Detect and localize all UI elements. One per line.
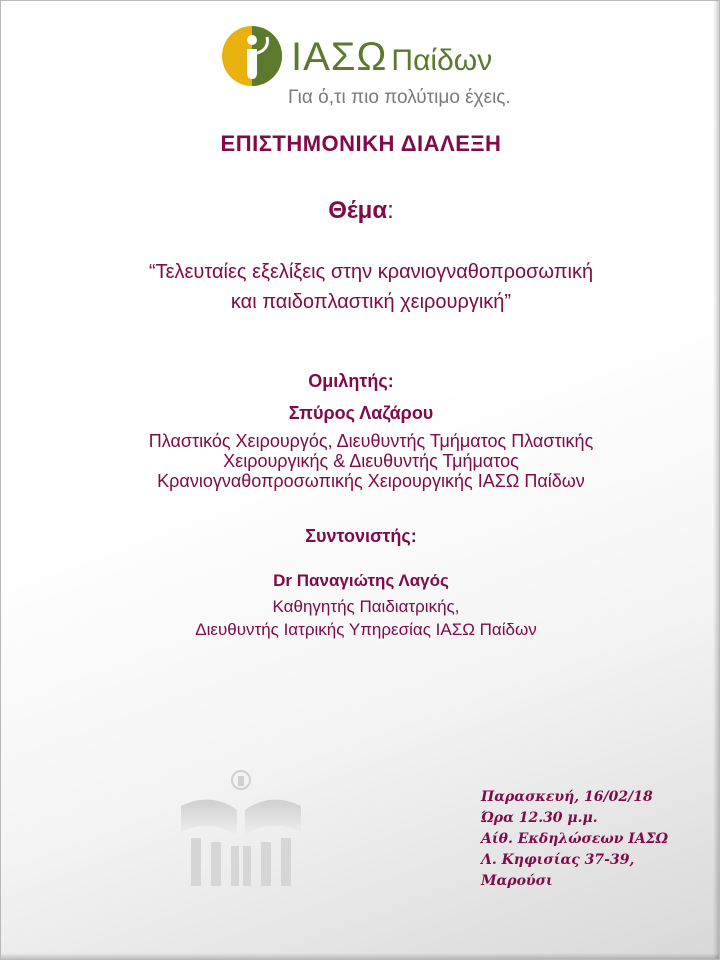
- event-address: Λ. Κηφισίας 37-39,: [481, 852, 635, 868]
- lecture-title: [71, 257, 671, 317]
- coordinator-description-line: Διευθυντής Ιατρικής Υπηρεσίας ΙΑΣΩ Παίδων: [195, 620, 537, 639]
- event-time: Ώρα 12.30 μ.μ.: [481, 810, 598, 826]
- event-city: Μαρούσι: [481, 873, 553, 889]
- coordinator-label: Συντονιστής:: [305, 526, 417, 546]
- logo-brand-sub: Παίδων: [391, 44, 493, 77]
- lecture-title-line: και παιδοπλαστική χειρουργική”: [230, 291, 512, 313]
- logo-brand-main: ΙΑΣΩ: [291, 35, 388, 79]
- event-venue: Αίθ. Εκδηλώσεων ΙΑΣΩ: [481, 831, 669, 847]
- event-date: Παρασκευή, 16/02/18: [481, 789, 653, 805]
- speaker-description-line: Χειρουργικής & Διευθυντής Τμήματος: [223, 451, 519, 471]
- event-details: [481, 787, 668, 892]
- speaker-description: [41, 431, 701, 491]
- coordinator-description-line: Καθηγητής Παιδιατρικής,: [272, 597, 460, 616]
- iaso-logo-icon: [221, 25, 283, 87]
- topic-colon: :: [387, 197, 394, 224]
- coordinator-name: Dr Παναγιώτης Λαγός: [273, 571, 449, 590]
- page-shadow-bottom: [1, 953, 719, 959]
- speaker-label: Ομιλητής:: [308, 371, 394, 391]
- speaker-name: Σπύρος Λαζάρου: [288, 403, 434, 423]
- coordinator-description: [1, 595, 720, 641]
- lecture-title-line: “Τελευταίες εξελίξεις στην κρανιογναθοπροσωπική: [148, 261, 594, 283]
- logo-tagline: Για ό,τι πιο πολύτιμο έχεις.: [288, 87, 511, 108]
- topic-label: Θέμα: [328, 197, 388, 224]
- speaker-description-line: Πλαστικός Χειρουργός, Διευθυντής Τμήματος Πλαστικής: [148, 431, 594, 451]
- logo-brand-text: [291, 35, 492, 80]
- page-heading: ΕΠΙΣΤΗΜΟΝΙΚΗ ΔΙΑΛΕΞΗ: [220, 131, 502, 156]
- speaker-description-line: Κρανιογναθοπροσωπικής Χειρουργικής ΙΑΣΩ Παίδων: [157, 471, 585, 491]
- book-emblem-icon: [171, 766, 311, 896]
- topic-label-row: [1, 197, 720, 225]
